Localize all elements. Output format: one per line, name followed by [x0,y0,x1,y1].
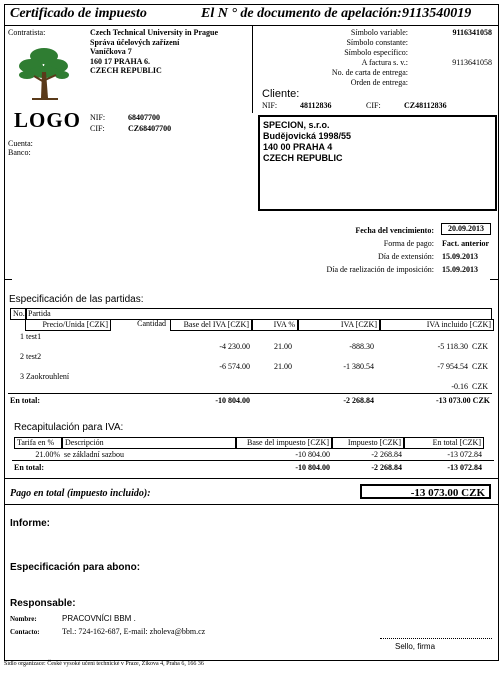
logo-text: LOGO [14,108,82,132]
supplier-cif: CZ68407700 [128,124,172,133]
item-currency: CZK [472,342,488,351]
symbol-value: 9116341058 [452,28,492,37]
recap-total: -13 072.84 [447,450,482,459]
date-values [442,237,489,276]
symbol-label: Símbolo específico: [344,48,408,57]
recap-tax: -2 268.84 [371,450,402,459]
item-label: 2 test2 [20,352,42,361]
item-vat-pct: 21.00 [274,362,292,371]
issue-date-label: Día de extensión: [378,252,434,261]
due-date-label: Fecha del vencimiento: [355,226,434,235]
date-labels [290,224,434,276]
item-vat: -1 380.54 [343,362,374,371]
payment-divider [4,504,498,505]
header-divider [4,25,498,26]
recap-desc-header: Descripción [62,437,236,449]
symbol-label: Símbolo variable: [350,28,408,37]
tree-logo-icon [18,42,70,102]
item-label: 1 test1 [20,332,42,341]
recap-total-base: -10 804.00 [295,463,330,472]
responsible-name-label: Nombre: [10,615,37,623]
recap-bottom-divider [4,478,498,479]
table-row [10,352,492,374]
credit-spec-heading: Especificación para abono: [10,562,141,573]
supplier-line: Správa účelových zařízení [90,37,180,47]
item-base: -4 230.00 [219,342,250,351]
col-qty-header: Cantidad [137,319,166,328]
recap-header-row [14,437,494,447]
col-vat-base-header: Base del IVA [CZK] [170,319,252,331]
symbol-labels [300,28,408,88]
recap-base: -10 804.00 [295,450,330,459]
item-currency: CZK [472,382,488,391]
responsible-name: PRACOVNÍCI BBM . [62,614,136,623]
account-label: Cuenta: [8,139,33,148]
responsible-heading: Responsable: [10,598,76,609]
item-currency: CZK [472,362,488,371]
client-address [263,120,351,164]
symbol-value: 9113641058 [452,58,492,67]
payment-total-value: -13 073.00 CZK [360,484,491,499]
col-vat-pct-header: IVA % [252,319,298,331]
recap-desc: se základní sazbou [64,450,124,459]
fold-mark-right [490,279,498,280]
symbol-value [410,48,492,58]
supplier-line: Vaníčkova 7 [90,47,132,56]
due-date-value: 20.09.2013 [441,223,491,235]
client-line: Budějovická 1998/55 [263,131,352,141]
client-line: 140 00 PRAHA 4 [263,142,333,152]
item-base: -6 574.00 [219,362,250,371]
symbol-label: A factura s. v.: [361,58,408,67]
recap-tax-header: Impuesto [CZK] [332,437,404,449]
symbol-value [410,38,492,48]
col-no-header: No. [10,308,27,320]
recap-total-total: -13 072.84 [447,463,482,472]
recap-total-label: En total: [14,463,44,472]
item-label: 3 Zaokrouhlení [20,372,70,381]
payment-method-label: Forma de pago: [383,239,434,248]
responsible-contact: Tel.: 724-162-687, E-mail: zholeva@bbm.cz [62,627,206,636]
item-vat-pct: 21.00 [274,342,292,351]
items-total-divider [8,393,492,394]
table-row [10,332,492,354]
symbol-value [410,78,492,88]
col-unit-price-header: Precio/Unida [CZK] [25,319,111,331]
symbol-label: Símbolo constante: [346,38,408,47]
items-total-vat: -2 268.84 [343,396,374,405]
doc-number-label: El N ° de documento de apelación: [201,6,402,21]
recap-base-header: Base del impuesto [CZK] [236,437,332,449]
item-vat: -888.30 [349,342,374,351]
supplier-cif-label: CIF: [90,124,105,133]
items-header-row-2 [10,319,492,329]
supplier-line: Czech Technical University in Prague [90,28,218,37]
recap-total-tax: -2 268.84 [371,463,402,472]
symbol-values [410,28,492,88]
client-nif-label: NIF: [262,101,278,110]
supplier-label: Contratista: [8,28,46,37]
tax-date-label: Día de raelización de imposición: [326,265,434,274]
fold-mark-left [4,279,12,280]
recap-total-divider [12,460,494,461]
items-total-label: En total: [10,396,40,405]
col-vat-header: IVA [CZK] [298,319,380,331]
items-header-row-1 [10,308,492,318]
client-line: CZECH REPUBLIC [263,153,343,163]
responsible-contact-label: Contacto: [10,628,40,636]
doc-number: 9113540019 [402,6,472,21]
issue-date-value: 15.09.2013 [442,252,478,261]
signature-line [380,638,492,639]
item-total: -0.16 [451,382,468,391]
payment-method-value: Fact. anterior [442,239,490,248]
signature-label: Sello, firma [395,642,436,651]
footer-text: Sídlo organizace: České vysoké učení technické v Praze, Zikova 4, Praha 6, 166 36 [4,661,204,667]
col-incl-header: IVA incluido [CZK] [380,319,494,331]
supplier-nif-label: NIF: [90,113,106,122]
bank-label: Banco: [8,148,31,157]
item-total: -7 954.54 [437,362,468,371]
items-total-total: -13 073.00 CZK [436,396,490,405]
supplier-nif: 68407700 [128,113,160,122]
report-heading: Informe: [10,518,50,529]
table-row [14,450,494,460]
recap-rate: 21.00% [35,450,60,459]
client-cif: CZ48112836 [404,101,447,110]
recap-total-header: En total [CZK] [404,437,484,449]
supplier-address [90,28,218,76]
client-line: SPECION, s.r.o. [263,120,330,130]
recap-title: Recapitulación para IVA: [14,422,124,433]
header-column-divider [252,25,253,113]
client-cif-label: CIF: [366,101,381,110]
items-total-base: -10 804.00 [215,396,250,405]
symbol-label: Orden de entrega: [350,78,408,87]
table-row [10,372,492,394]
tax-date-value: 15.09.2013 [442,265,478,274]
symbol-value [410,68,492,78]
item-total: -5 118.30 [437,342,468,351]
recap-rate-header: Tarifa en % [14,437,62,449]
client-label: Cliente: [262,88,300,100]
client-nif: 48112836 [300,101,332,110]
document-title: Certificado de impuesto [10,6,147,21]
supplier-line: CZECH REPUBLIC [90,66,162,75]
supplier-line: 160 17 PRAHA 6. [90,56,150,66]
col-item-header: Partida [25,308,492,320]
payment-total-label: Pago en total (impuesto incluido): [10,488,151,499]
symbol-label: No. de carta de entrega: [331,68,408,77]
items-title: Especificación de las partidas: [9,294,144,305]
